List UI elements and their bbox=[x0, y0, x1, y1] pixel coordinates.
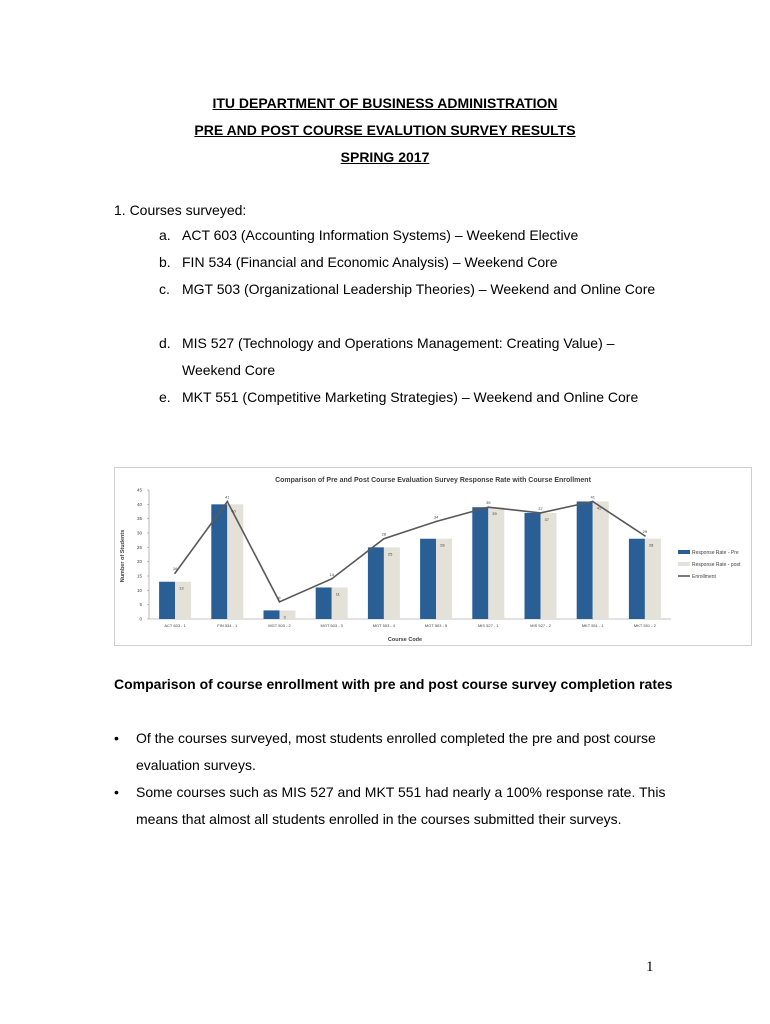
bar-pre bbox=[577, 501, 593, 619]
courses-surveyed-label: 1. Courses surveyed: bbox=[114, 202, 247, 218]
semester-title: SPRING 2017 bbox=[340, 149, 430, 165]
bar-pre bbox=[525, 513, 541, 619]
post-bar-label: 28 bbox=[440, 542, 445, 548]
enrollment-label: 16 bbox=[172, 566, 178, 572]
x-tick-label: ACT 603 - 1 bbox=[164, 623, 186, 628]
bar-post bbox=[593, 501, 609, 619]
x-tick-label: MGT 503 - 5 bbox=[424, 623, 448, 628]
course-item-text: ACT 603 (Accounting Information Systems) – Weekend Elective bbox=[182, 227, 579, 243]
enrollment-point bbox=[226, 501, 228, 503]
bar-post bbox=[384, 547, 400, 619]
post-bar-label: 25 bbox=[387, 551, 393, 557]
y-tick-label: 35 bbox=[136, 516, 142, 522]
course-item-letter: e. bbox=[159, 389, 171, 405]
x-tick-label: MGT 503 - 3 bbox=[320, 623, 343, 628]
report-title: PRE AND POST COURSE EVALUTION SURVEY RESULTS bbox=[194, 122, 576, 138]
enrollment-label: 39 bbox=[486, 500, 491, 506]
y-tick-label: 30 bbox=[136, 530, 142, 536]
bar-pre bbox=[264, 610, 280, 619]
bullet-item bbox=[114, 779, 674, 860]
enrollment-point bbox=[279, 601, 281, 603]
legend-swatch bbox=[678, 550, 690, 554]
post-bar-label: 3 bbox=[283, 614, 286, 620]
y-tick-label: 45 bbox=[136, 487, 142, 493]
bar-post bbox=[541, 513, 557, 619]
bar-post bbox=[227, 504, 243, 619]
chart-svg bbox=[115, 468, 751, 645]
comparison-heading: Comparison of course enrollment with pre and post course survey completion rates bbox=[114, 676, 673, 692]
post-bar-label: 37 bbox=[544, 516, 549, 522]
bar-post bbox=[488, 507, 504, 619]
enrollment-label: 6 bbox=[278, 594, 281, 600]
course-item-text: FIN 534 (Financial and Economic Analysis) – Weekend Core bbox=[182, 254, 558, 270]
y-tick-label: 10 bbox=[136, 587, 142, 593]
legend-label: Response Rate - Pre bbox=[692, 549, 739, 556]
enrollment-point bbox=[174, 572, 176, 574]
course-item bbox=[159, 330, 669, 384]
enrollment-label: 34 bbox=[433, 514, 439, 520]
response-rate-chart bbox=[114, 467, 752, 646]
enrollment-label: 29 bbox=[642, 528, 648, 534]
chart-title: Comparison of Pre and Post Course Evaluation Survey Response Rate with Course Enrollment bbox=[275, 477, 591, 484]
enrollment-polyline bbox=[172, 501, 645, 601]
x-tick-label: MGT 503 - 4 bbox=[372, 623, 396, 628]
course-item bbox=[159, 249, 669, 276]
x-tick-label: MGT 503 - 2 bbox=[268, 623, 291, 628]
course-item-letter: d. bbox=[159, 335, 171, 351]
course-item-text: MKT 551 (Competitive Marketing Strategies) – Weekend and Online Core bbox=[182, 389, 639, 405]
x-tick-label: MKT 551 - 1 bbox=[581, 623, 604, 628]
legend-label: Enrollment bbox=[692, 573, 716, 580]
y-tick-label: 40 bbox=[136, 501, 142, 507]
course-item-text: MIS 527 (Technology and Operations Management: Creating Value) – Weekend Core bbox=[182, 335, 615, 378]
x-tick-label: MIS 527 - 1 bbox=[477, 623, 499, 628]
bar-pre bbox=[211, 504, 227, 619]
bar-pre bbox=[316, 587, 332, 619]
course-item-letter: b. bbox=[159, 254, 171, 270]
bar-pre bbox=[368, 547, 384, 619]
bullet-text: Of the courses surveyed, most students enrolled completed the pre and post course evaluation surveys. bbox=[136, 730, 656, 773]
enrollment-label: 41 bbox=[590, 494, 595, 500]
bullet-symbol: • bbox=[114, 730, 119, 746]
bar-pre bbox=[472, 507, 488, 619]
post-bar-label: 41 bbox=[596, 505, 602, 511]
enrollment-point bbox=[487, 506, 489, 508]
x-tick-label: FIN 534 - 1 bbox=[217, 623, 238, 628]
department-title: ITU DEPARTMENT OF BUSINESS ADMINISTRATION bbox=[212, 95, 558, 111]
chart-legend bbox=[678, 550, 741, 580]
enrollment-point bbox=[592, 501, 594, 503]
enrollment-label: 14 bbox=[329, 571, 334, 577]
post-bar-label: 39 bbox=[492, 511, 497, 517]
enrollment-point bbox=[540, 512, 542, 514]
bar-pre bbox=[629, 539, 645, 619]
bar-post bbox=[280, 610, 296, 619]
page-number: 1 bbox=[646, 959, 654, 975]
enrollment-point bbox=[644, 535, 646, 537]
enrollment-label: 41 bbox=[225, 494, 230, 500]
bar-post bbox=[436, 539, 452, 619]
legend-swatch bbox=[678, 562, 690, 566]
enrollment-line bbox=[174, 501, 646, 603]
course-item-letter: a. bbox=[159, 227, 171, 243]
bar-pre bbox=[420, 539, 436, 619]
enrollment-point bbox=[331, 578, 333, 580]
y-axis-title: Number of Students bbox=[120, 529, 126, 583]
y-tick-label: 25 bbox=[136, 544, 142, 550]
post-bar-label: 11 bbox=[335, 591, 340, 597]
x-tick-label: MKT 551 - 2 bbox=[633, 623, 656, 628]
course-item bbox=[159, 276, 669, 330]
bullet-text: Some courses such as MIS 527 and MKT 551 had nearly a 100% response rate. This means that almost all students enrolled in the courses submitted their surveys. bbox=[136, 784, 666, 827]
post-bar-label: 40 bbox=[231, 508, 236, 514]
legend-label: Response Rate - post bbox=[692, 561, 741, 568]
bar-post bbox=[645, 539, 661, 619]
y-tick-label: 15 bbox=[136, 573, 142, 579]
chart-bars bbox=[159, 501, 661, 619]
bullet-symbol: • bbox=[114, 784, 119, 800]
enrollment-point bbox=[435, 521, 437, 523]
course-item-letter: c. bbox=[159, 281, 170, 297]
course-item bbox=[159, 222, 669, 249]
x-axis-title: Course Code bbox=[387, 637, 423, 643]
bullet-item bbox=[114, 725, 674, 779]
enrollment-label: 28 bbox=[381, 531, 387, 537]
enrollment-label: 37 bbox=[538, 505, 543, 511]
enrollment-point bbox=[383, 538, 385, 540]
course-item-text: MGT 503 (Organizational Leadership Theories) – Weekend and Online Core bbox=[182, 281, 656, 297]
post-bar-label: 13 bbox=[179, 585, 184, 591]
course-item bbox=[159, 384, 669, 438]
x-tick-label: MIS 527 - 2 bbox=[530, 623, 551, 628]
y-tick-label: 0 bbox=[139, 616, 142, 622]
post-bar-label: 28 bbox=[648, 542, 654, 548]
bar-pre bbox=[159, 582, 175, 619]
y-tick-label: 20 bbox=[136, 559, 142, 565]
y-tick-label: 5 bbox=[139, 602, 142, 608]
